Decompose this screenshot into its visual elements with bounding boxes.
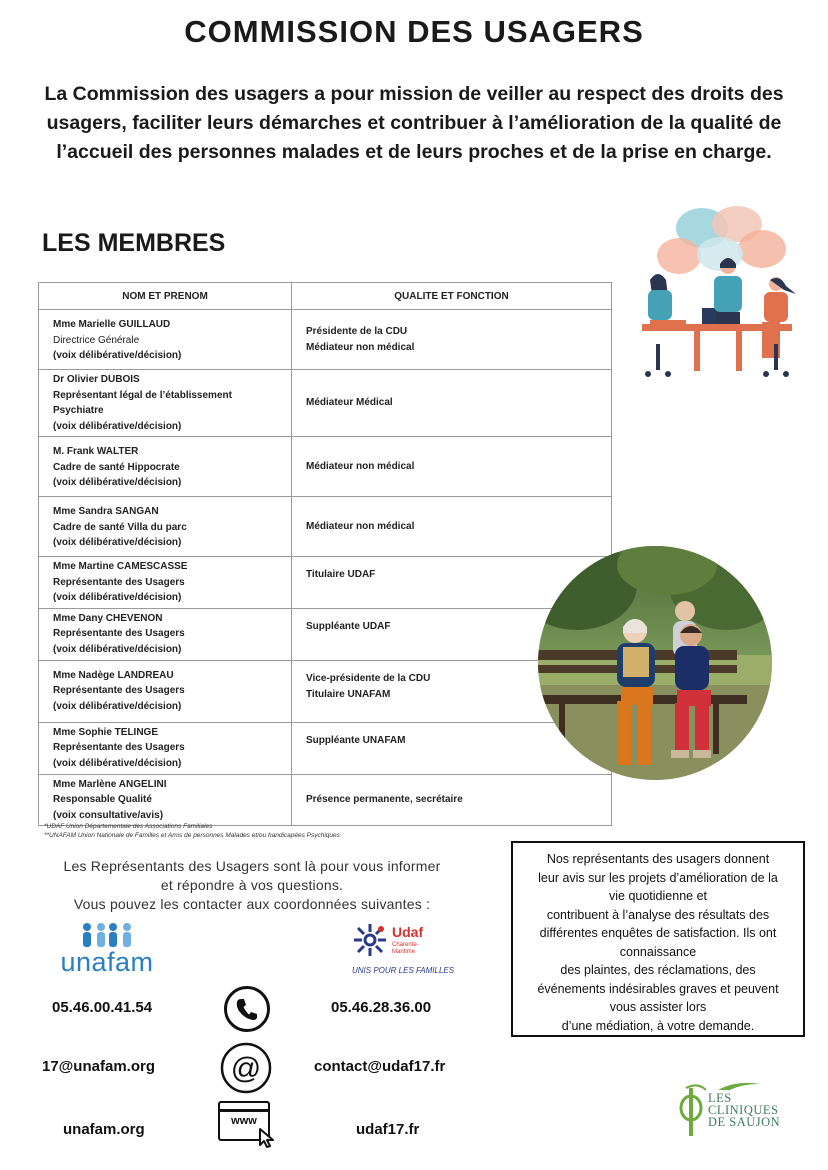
udaf-phone[interactable]: 05.46.28.36.00 — [331, 999, 432, 1016]
contact-intro — [40, 857, 464, 914]
member-name-cell — [39, 557, 292, 609]
www-label: www — [231, 1115, 257, 1127]
unafam-email[interactable]: 17@unafam.org — [42, 1058, 155, 1075]
member-vote: (voix délibérative/décision) — [53, 350, 182, 361]
les-cliniques-logo — [676, 1080, 796, 1140]
web-browser-icon — [218, 1101, 276, 1147]
footnote-udaf: *UDAF Union Départementale des Associations Familiales — [44, 823, 213, 830]
member-role: Suppléante UDAF — [306, 620, 391, 632]
table-row — [39, 557, 612, 609]
member-position: Représentant légal de l’établissement — [53, 389, 232, 401]
column-header-role: QUALITE ET FONCTION — [292, 283, 612, 310]
unafam-website[interactable]: unafam.org — [63, 1121, 145, 1138]
members-heading: LES MEMBRES — [42, 229, 226, 257]
table-header-row — [39, 283, 612, 310]
member-position: Représentante des Usagers — [53, 628, 185, 639]
udaf-logo-name: Udaf — [392, 924, 424, 940]
contact-intro-line: Vous pouvez les contacter aux coordonnées suivantes : — [73, 896, 431, 912]
member-name: Mme Sandra SANGAN — [53, 506, 159, 517]
page-title: COMMISSION DES USAGERS — [184, 14, 644, 49]
info-box-line: vie quotidienne et — [609, 889, 707, 903]
member-position: Directrice Générale — [53, 334, 140, 346]
member-vote: (voix consultative/avis) — [53, 809, 164, 821]
info-box-line: vous assister lors — [609, 1000, 707, 1014]
member-position: Représentante des Usagers — [53, 742, 185, 753]
contact-intro-line: et répondre à vos questions. — [160, 877, 344, 893]
info-box-line: connaissance — [619, 944, 697, 959]
info-box-line: événements indésirables graves et peuvent — [537, 981, 779, 996]
member-name: Mme Martine CAMESCASSE — [53, 561, 188, 572]
leaf-phi-icon — [676, 1084, 706, 1138]
member-name-cell — [39, 608, 292, 660]
member-role-cell — [292, 370, 612, 437]
member-vote: (voix délibérative/décision) — [53, 700, 182, 712]
table-row — [39, 497, 612, 557]
member-role: Vice-présidente de la CDU — [306, 672, 431, 684]
svg-text:@: @ — [230, 1052, 262, 1085]
member-role-cell — [292, 437, 612, 497]
cliniques-logo-text: LES CLINIQUES DE SAUJON — [708, 1091, 781, 1129]
member-name: Mme Marielle GUILLAUD — [53, 319, 171, 330]
table-row — [39, 722, 612, 774]
udaf-logo-tagline: UNIS POUR LES FAMILLES — [352, 966, 455, 975]
contact-intro-line: Les Représentants des Usagers sont là pour vous informer — [63, 858, 441, 874]
cursor-icon — [258, 1127, 278, 1149]
footnotes — [44, 822, 340, 840]
member-name: Mme Marlène ANGELINI — [53, 778, 167, 790]
intro-paragraph: La Commission des usagers a pour mission de veiller au respect des droits des usagers, faciliter leurs démarches et contribuer à l’amélioration de la qualité de l’accueil des personnes malades et de leurs proches et de la prise en charge. — [44, 83, 784, 163]
table-row — [39, 437, 612, 497]
member-vote: (voix délibérative/décision) — [53, 477, 182, 488]
table-row — [39, 310, 612, 370]
unafam-logo — [52, 922, 162, 978]
member-role: Titulaire UNAFAM — [306, 688, 391, 700]
member-name-cell — [39, 310, 292, 370]
member-name: Dr Olivier DUBOIS — [53, 374, 140, 385]
member-vote: (voix délibérative/décision) — [53, 420, 182, 432]
udaf-swirl-icon — [352, 922, 388, 958]
member-position: Responsable Qualité — [53, 794, 152, 805]
phone-icon — [224, 986, 270, 1032]
udaf-email[interactable]: contact@udaf17.fr — [314, 1058, 446, 1075]
table-row — [39, 370, 612, 437]
table-row — [39, 608, 612, 660]
info-box-line: des plaintes, des réclamations, des — [560, 963, 756, 977]
member-name: Mme Dany CHEVENON — [53, 612, 163, 624]
info-box-line: différentes enquêtes de satisfaction. Ils ont — [539, 926, 777, 940]
udaf-logo-subtitle: Charente- Maritime — [392, 942, 419, 955]
member-position: Cadre de santé Hippocrate — [53, 461, 180, 473]
member-role-cell — [292, 774, 612, 826]
member-name-cell — [39, 774, 292, 826]
info-box-line: Nos représentants des usagers donnent — [546, 852, 770, 866]
member-role: Médiateur non médical — [306, 460, 415, 472]
users-photo — [537, 545, 773, 781]
info-box — [511, 841, 805, 1037]
meeting-illustration — [624, 204, 810, 382]
at-sign-icon — [219, 1041, 273, 1095]
member-role: Présidente de la CDU — [306, 325, 408, 337]
member-role: Médiateur non médical — [306, 341, 415, 353]
member-vote: (voix délibérative/décision) — [53, 592, 182, 603]
unafam-people-icon — [77, 922, 137, 948]
member-role: Titulaire UDAF — [306, 569, 376, 580]
member-role: Présence permanente, secrétaire — [306, 793, 463, 805]
info-box-line: contribuent à l’analyse des résultats des — [546, 907, 770, 922]
udaf-website[interactable]: udaf17.fr — [356, 1121, 420, 1138]
column-header-name: NOM ET PRENOM — [39, 283, 292, 310]
member-role: Médiateur non médical — [306, 520, 415, 532]
member-position: Représentante des Usagers — [53, 685, 185, 696]
member-name: Mme Nadège LANDREAU — [53, 669, 174, 681]
member-role-cell — [292, 310, 612, 370]
member-name: M. Frank WALTER — [53, 446, 139, 457]
info-box-line: d’une médiation, à votre demande. — [561, 1018, 755, 1033]
unafam-phone[interactable]: 05.46.00.41.54 — [52, 999, 153, 1016]
table-row — [39, 660, 612, 722]
footnote-unafam: **UNAFAM Union Nationale de Familles et Amis de personnes Malades et/ou handicapées Psychiques — [44, 832, 340, 839]
member-vote: (voix délibérative/décision) — [53, 757, 182, 769]
member-vote: (voix délibérative/décision) — [53, 643, 182, 655]
member-vote: (voix délibérative/décision) — [53, 537, 182, 548]
member-position: Psychiatre — [53, 405, 104, 416]
members-table — [38, 282, 612, 826]
member-role: Médiateur Médical — [306, 397, 393, 408]
member-position: Représentante des Usagers — [53, 576, 185, 588]
table-row — [39, 774, 612, 826]
member-role: Suppléante UNAFAM — [306, 734, 406, 746]
info-box-line: leur avis sur les projets d’amélioration de la — [538, 870, 778, 885]
member-name-cell — [39, 660, 292, 722]
member-name-cell — [39, 722, 292, 774]
member-name-cell — [39, 497, 292, 557]
member-name-cell — [39, 437, 292, 497]
unafam-logo-text: unafam — [60, 947, 154, 977]
member-name-cell — [39, 370, 292, 437]
member-name: Mme Sophie TELINGE — [53, 726, 159, 738]
member-position: Cadre de santé Villa du parc — [53, 521, 187, 533]
